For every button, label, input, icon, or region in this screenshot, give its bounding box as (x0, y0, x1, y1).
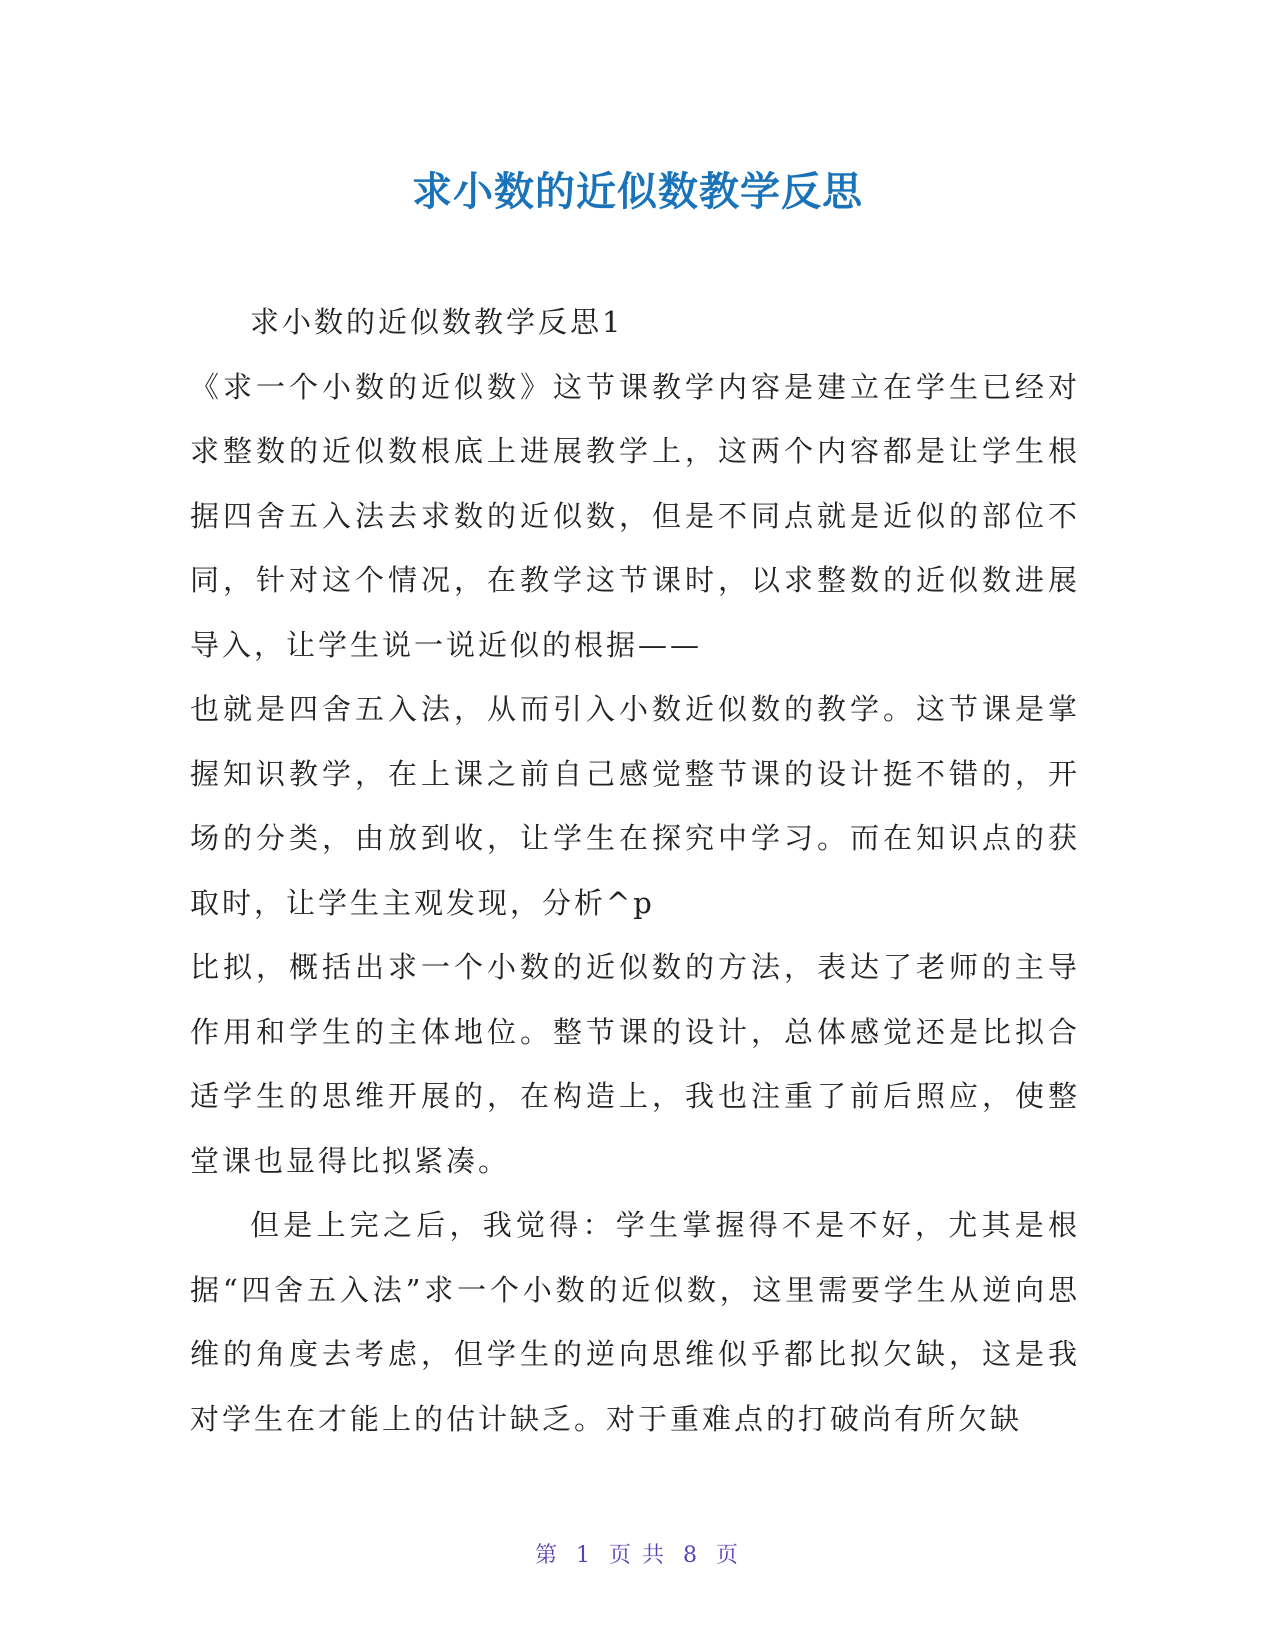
footer-page-number: 1 (576, 1543, 592, 1568)
footer-total-pages: 8 (683, 1543, 699, 1568)
footer-suffix: 页 (716, 1543, 741, 1568)
section-heading: 求小数的近似数教学反思1 (250, 305, 624, 339)
document-body (190, 290, 1080, 1451)
footer-prefix: 第 (534, 1543, 559, 1568)
document-title: 求小数的近似数教学反思 (412, 169, 863, 215)
page-footer (0, 1538, 1275, 1569)
footer-middle: 页 共 (609, 1543, 666, 1568)
paragraph-3: 比拟，概括出求一个小数的近似数的方法，表达了老师的主导作用和学生的主体地位。整节课的设计，总体感觉还是比拟合适学生的思维开展的，在构造上，我也注重了前后照应，使整堂课也显得比拟紧凑。 (190, 950, 1080, 1178)
paragraph-4: 但是上完之后，我觉得：学生掌握得不是不好，尤其是根据“四舍五入法”求一个小数的近似数，这里需要学生从逆向思维的角度去考虑，但学生的逆向思维似乎都比拟欠缺，这是我对学生在才能上的估计缺乏。对于重难点的打破尚有所欠缺 (190, 1208, 1080, 1436)
paragraph-2: 也就是四舍五入法，从而引入小数近似数的教学。这节课是掌握知识教学，在上课之前自己感觉整节课的设计挺不错的，开场的分类，由放到收，让学生在探究中学习。而在知识点的获取时，让学生主观发现，分析^p (190, 692, 1080, 920)
paragraph-1: 《求一个小数的近似数》这节课教学内容是建立在学生已经对求整数的近似数根底上进展教学上，这两个内容都是让学生根据四舍五入法去求数的近似数，但是不同点就是近似的部位不同，针对这个情况，在教学这节课时，以求整数的近似数进展导入，让学生说一说近似的根据—— (190, 369, 1080, 662)
